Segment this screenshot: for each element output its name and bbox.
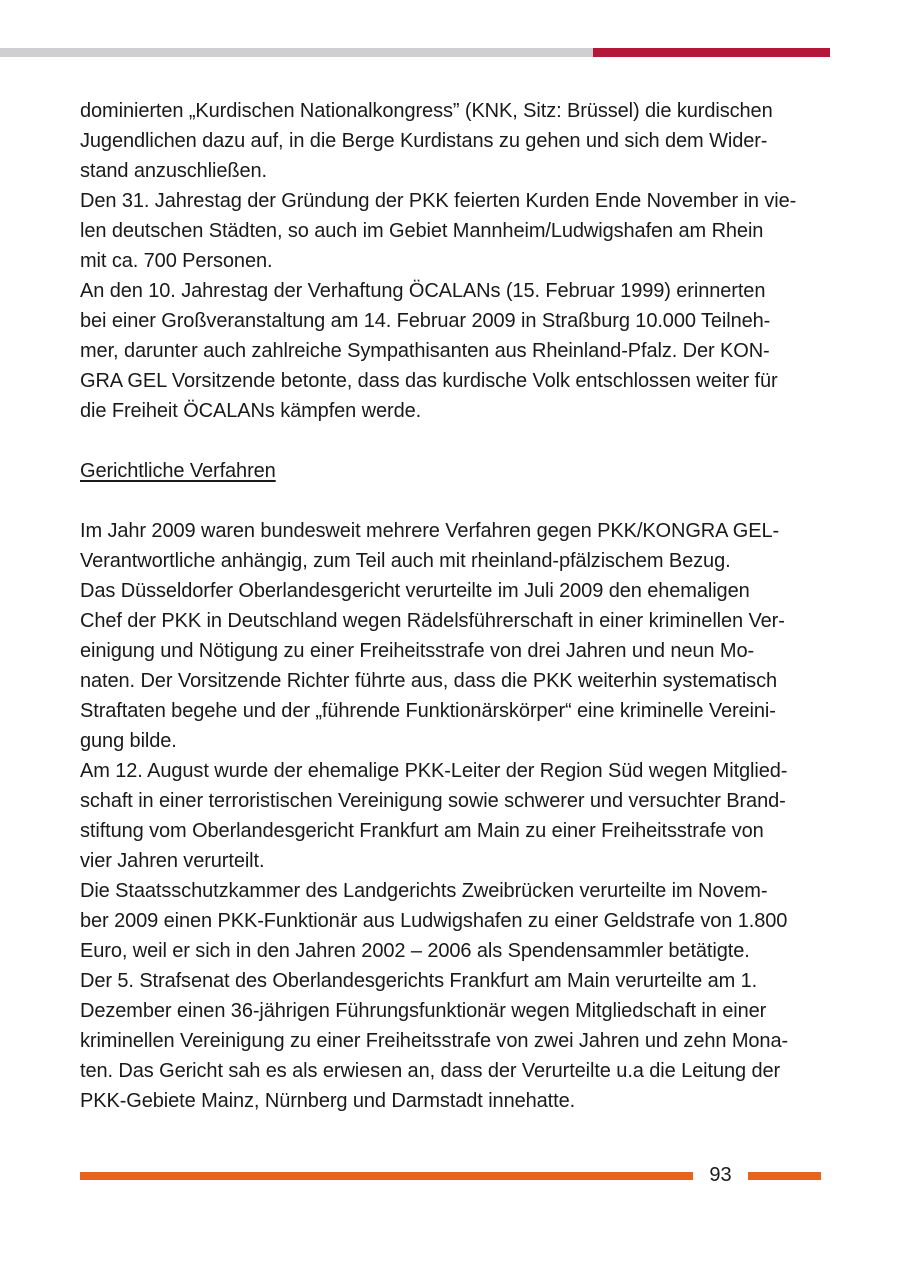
body-line: Am 12. August wurde der ehemalige PKK-Leiter der Region Süd wegen Mitglied- <box>80 760 788 782</box>
body-line: Verantwortliche anhängig, zum Teil auch mit rheinland-pfälzischem Bezug. <box>80 550 731 572</box>
body-line: PKK-Gebiete Mainz, Nürnberg und Darmstadt innehatte. <box>80 1090 576 1112</box>
body-line: schaft in einer terroristischen Vereinigung sowie schwerer und versuchter Brand- <box>80 790 786 812</box>
body-line: stiftung vom Oberlandesgericht Frankfurt am Main zu einer Freiheitsstrafe von <box>80 820 764 842</box>
page-body <box>80 96 820 1116</box>
body-line: gung bilde. <box>80 730 177 752</box>
body-line: stand anzuschließen. <box>80 160 268 182</box>
body-line: einigung und Nötigung zu einer Freiheitsstrafe von drei Jahren und neun Mo- <box>80 640 755 662</box>
body-line: len deutschen Städten, so auch im Gebiet Mannheim/Ludwigshafen am Rhein <box>80 220 764 242</box>
footer-bar-right <box>748 1172 821 1180</box>
body-line: mer, darunter auch zahlreiche Sympathisanten aus Rheinland-Pfalz. Der KON- <box>80 340 770 362</box>
body-line: vier Jahren verurteilt. <box>80 850 265 872</box>
body-line: Euro, weil er sich in den Jahren 2002 – 2006 als Spendensammler betätigte. <box>80 940 750 962</box>
body-line: kriminellen Vereinigung zu einer Freiheitsstrafe von zwei Jahren und zehn Mona- <box>80 1030 789 1052</box>
body-line: ten. Das Gericht sah es als erwiesen an, dass der Verurteilte u.a die Leitung der <box>80 1060 781 1082</box>
body-line: ber 2009 einen PKK-Funktionär aus Ludwigshafen zu einer Geldstrafe von 1.800 <box>80 910 788 932</box>
body-line: Den 31. Jahrestag der Gründung der PKK feierten Kurden Ende November in vie- <box>80 190 797 212</box>
body-line: naten. Der Vorsitzende Richter führte aus, dass die PKK weiterhin systematisch <box>80 670 777 692</box>
footer-bar-left <box>80 1172 693 1180</box>
header-bar-gray <box>0 48 593 57</box>
section-heading: Gerichtliche Verfahren <box>80 460 276 482</box>
body-line: Das Düsseldorfer Oberlandesgericht verurteilte im Juli 2009 den ehemaligen <box>80 580 750 602</box>
body-line: die Freiheit ÖCALANs kämpfen werde. <box>80 400 422 422</box>
body-line: bei einer Großveranstaltung am 14. Februar 2009 in Straßburg 10.000 Teilneh- <box>80 310 771 332</box>
spacer <box>80 486 820 516</box>
body-line: Dezember einen 36-jährigen Führungsfunktionär wegen Mitgliedschaft in einer <box>80 1000 767 1022</box>
body-line: Chef der PKK in Deutschland wegen Rädelsführerschaft in einer kriminellen Ver- <box>80 610 785 632</box>
body-line: GRA GEL Vorsitzende betonte, dass das kurdische Volk entschlossen weiter für <box>80 370 778 392</box>
page-number: 93 <box>709 1164 732 1186</box>
body-line: Im Jahr 2009 waren bundesweit mehrere Verfahren gegen PKK/KONGRA GEL- <box>80 520 780 542</box>
body-line: An den 10. Jahrestag der Verhaftung ÖCALANs (15. Februar 1999) erinnerten <box>80 280 766 302</box>
body-line: dominierten „Kurdischen Nationalkongress” (KNK, Sitz: Brüssel) die kurdischen <box>80 100 773 122</box>
body-line: Die Staatsschutzkammer des Landgerichts Zweibrücken verurteilte im Novem- <box>80 880 768 902</box>
body-line: Jugendlichen dazu auf, in die Berge Kurdistans zu gehen und sich dem Wider- <box>80 130 768 152</box>
body-line: mit ca. 700 Personen. <box>80 250 273 272</box>
spacer <box>80 426 820 456</box>
body-line: Straftaten begehe und der „führende Funktionärskörper“ eine kriminelle Vereini- <box>80 700 776 722</box>
body-line: Der 5. Strafsenat des Oberlandesgerichts Frankfurt am Main verurteilte am 1. <box>80 970 758 992</box>
header-bar-red <box>593 48 830 57</box>
